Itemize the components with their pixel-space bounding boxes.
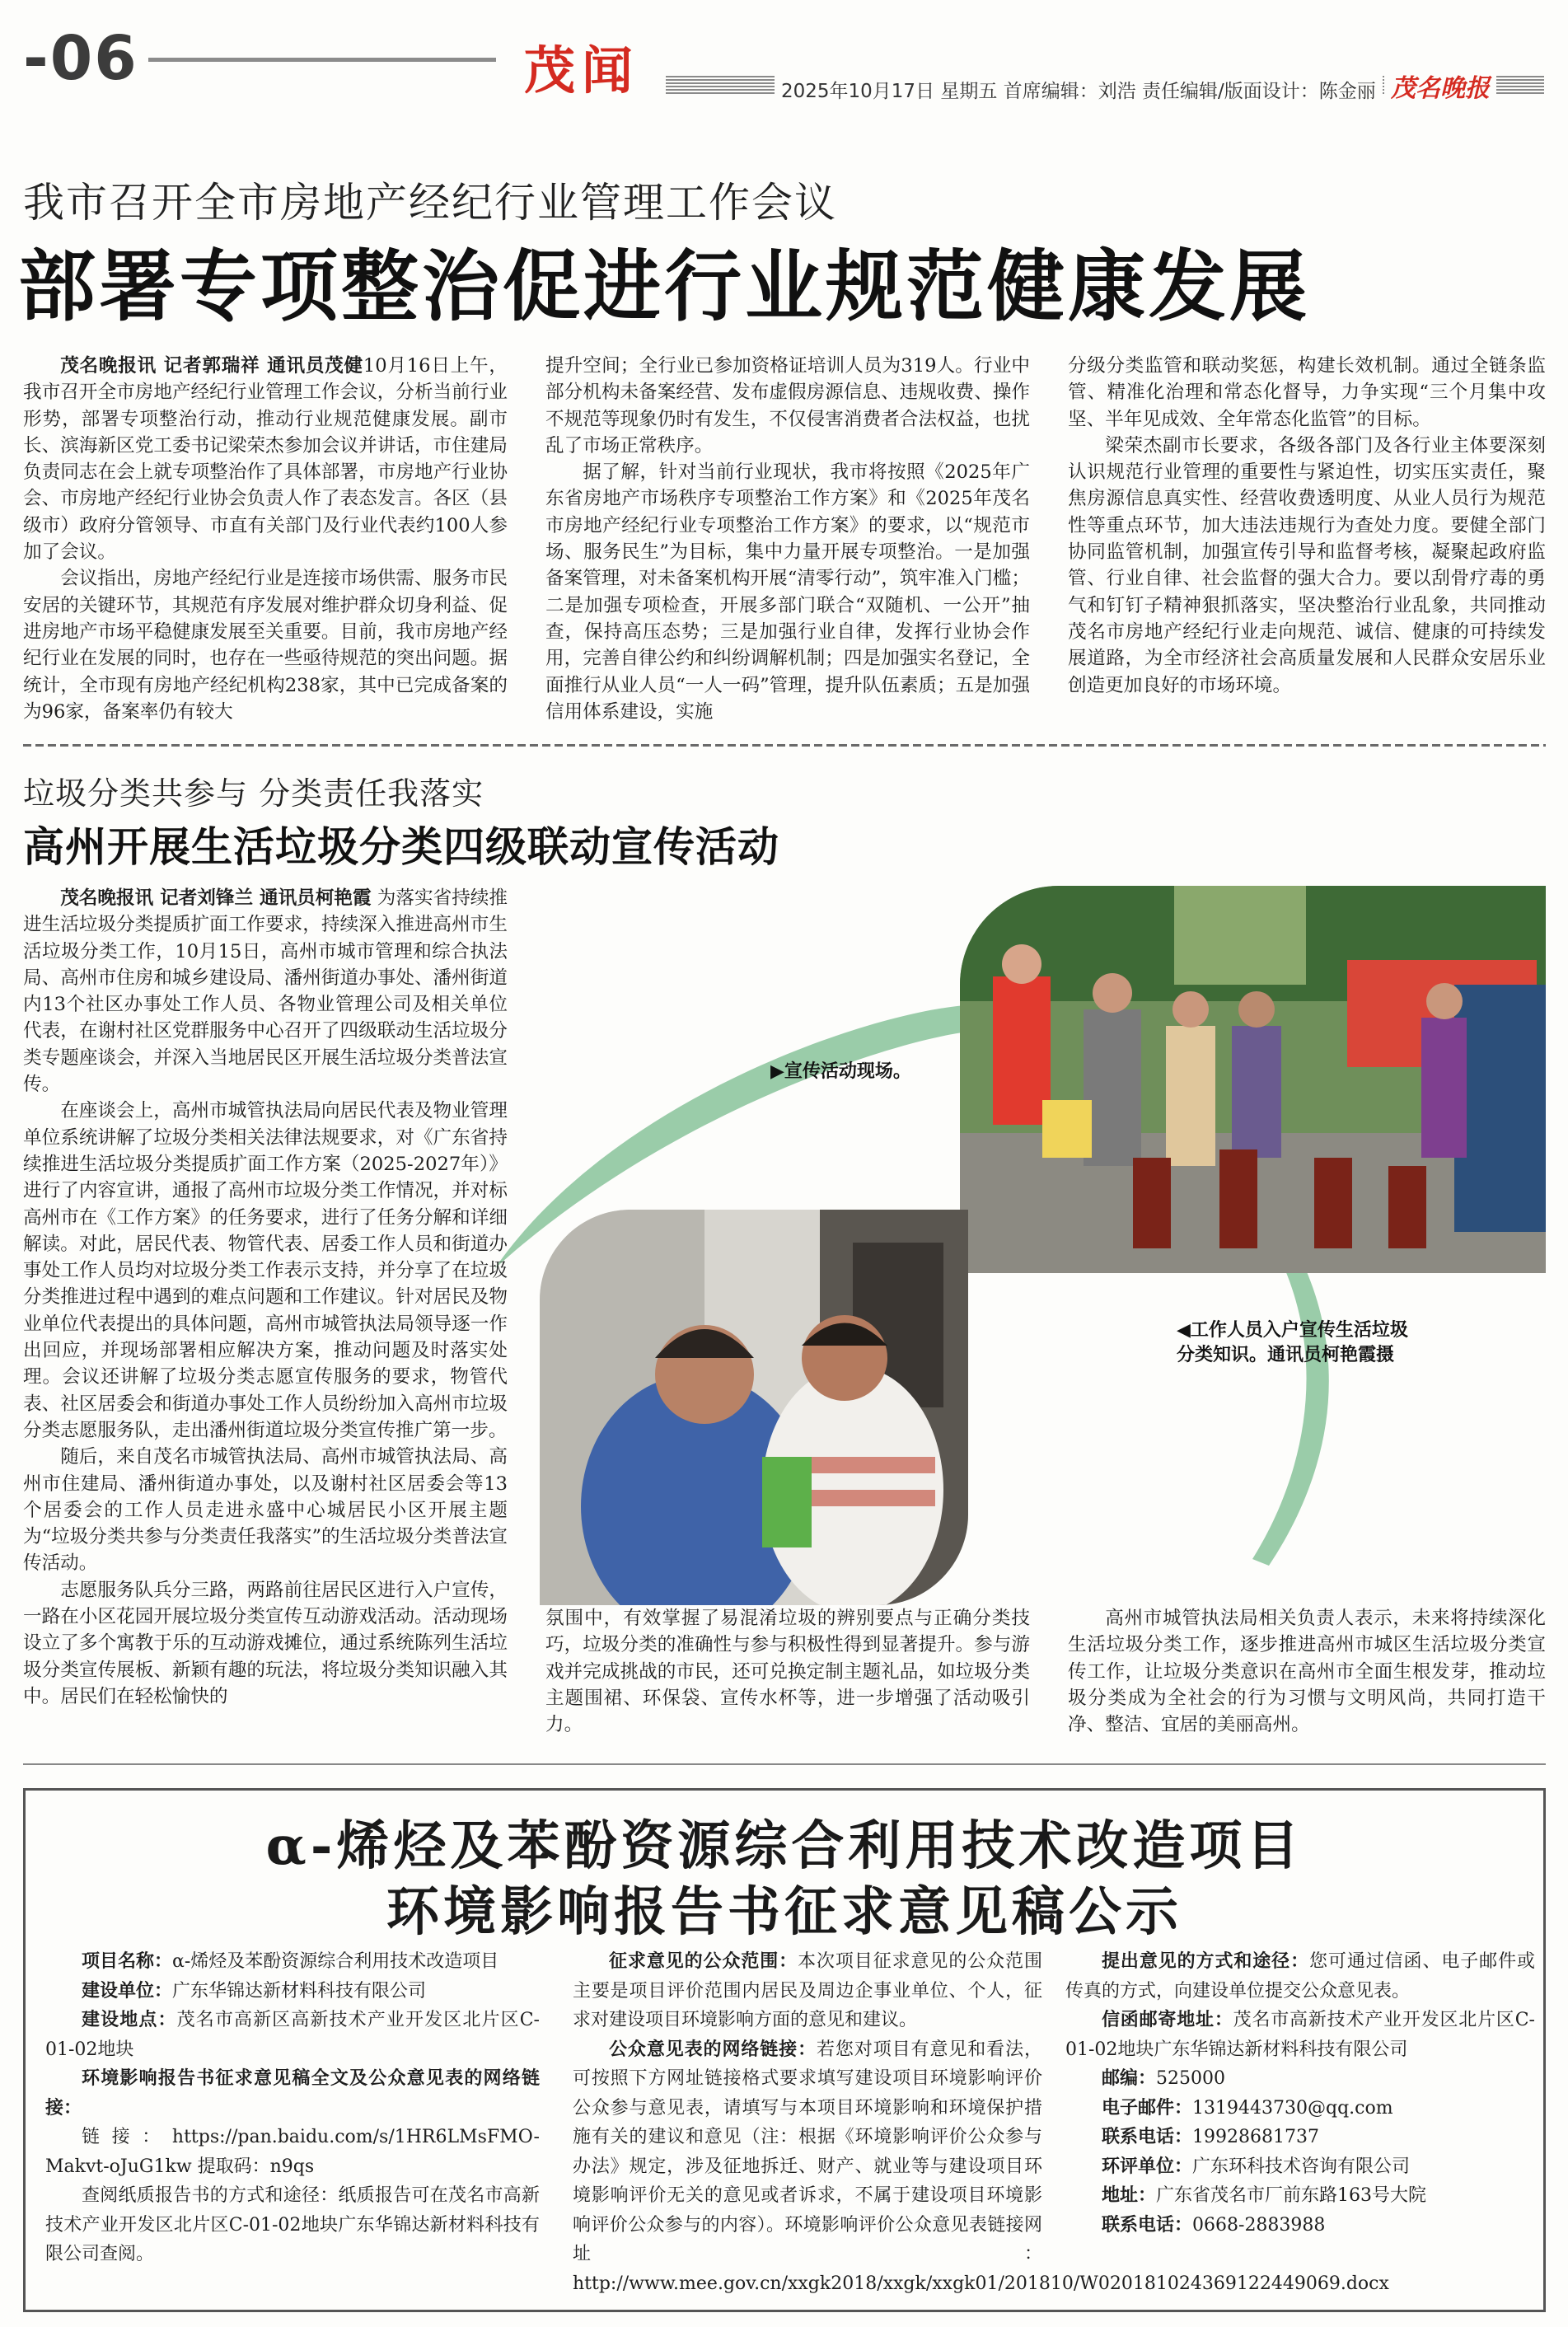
photo-caption-2: ◀工作人员入户宣传生活垃圾分类知识。通讯员柯艳霞摄 bbox=[1177, 1320, 1408, 1365]
notice-column-1 bbox=[45, 1947, 540, 2269]
door-to-door-photo-image bbox=[540, 1210, 968, 1605]
notice-item-text: 广东省茂名市厂前东路163号大院 bbox=[1156, 2185, 1427, 2206]
issue-meta: 2025年10月17日 星期五 首席编辑：刘浩 责任编辑/版面设计：陈金丽 bbox=[775, 76, 1383, 103]
notice-item bbox=[45, 2064, 540, 2123]
article2-column-1 bbox=[23, 885, 508, 1710]
notice-item-label: 环境影响报告书征求意见稿全文及公众意见表的网络链接： bbox=[45, 2068, 540, 2119]
article2-column-3 bbox=[1068, 1605, 1546, 1738]
notice-item-label: 联系电话： bbox=[1102, 2127, 1193, 2147]
notice-item-text: 查阅纸质报告书的方式和途径：纸质报告可在茂名市高新技术产业开发区北片区C-01-02地块广东华锦达新材料科技有限公司查阅。 bbox=[45, 2185, 540, 2264]
notice-item bbox=[1065, 2064, 1535, 2094]
notice-item-label: 联系电话： bbox=[1102, 2214, 1193, 2236]
article1-paragraph: 提升空间；全行业已参加资格证培训人员为319人。行业中部分机构未备案经营、发布虚假房源信息、违规收费、操作不规范等现象仍时有发生，不仅侵害消费者合法权益，也扰乱了市场正常秩序。 bbox=[545, 355, 1030, 457]
notice-item-text: 0668-2883988 bbox=[1192, 2214, 1326, 2236]
public-notice bbox=[23, 1788, 1546, 2312]
article2-paragraph: 氛围中，有效掌握了易混淆垃圾的辨别要点与正确分类技巧，垃圾分类的准确性与参与积极性得到显著提升。参与游戏并完成挑战的市民，还可兑换定制主题礼品，如垃圾分类主题围裙、环保袋、宣传水杯等，进一步增强了活动吸引力。 bbox=[545, 1608, 1030, 1736]
notice-item bbox=[1065, 2094, 1535, 2123]
article2-byline: 茂名晚报讯 记者刘锋兰 通讯员柯艳霞 bbox=[60, 887, 372, 909]
article2-paragraph: 随后，来自茂名市城管执法局、高州市城管执法局、高州市住建局、潘州街道办事处，以及谢村社区居委会等13个居委会的工作人员走进永盛中心城居民小区开展主题为“垃圾分类共参与分类责任我落实”的生活垃圾分类普法宣传活动。 bbox=[23, 1446, 508, 1575]
article2-paragraph: 高州市城管执法局相关负责人表示，未来将持续深化生活垃圾分类工作，逐步推进高州市城区生活垃圾分类宣传工作，让垃圾分类意识在高州市全面生根发芽，推动垃圾分类成为全社会的行为习惯与文明风尚，共同打造干净、整洁、宜居的美丽高州。 bbox=[1068, 1608, 1546, 1736]
article1-column-3 bbox=[1068, 353, 1546, 699]
event-photo bbox=[960, 886, 1546, 1273]
section-name: 茂闻 bbox=[524, 40, 640, 101]
notice-item-label: 提出意见的方式和途径： bbox=[1102, 1951, 1309, 1972]
notice-item bbox=[1065, 2211, 1535, 2240]
notice-item bbox=[1065, 2123, 1535, 2152]
notice-item-text: 1319443730@qq.com bbox=[1192, 2097, 1393, 2119]
notice-title-line-2: 环境影响报告书征求意见稿公示 bbox=[386, 1881, 1182, 1943]
photo-caption-1: ▶宣传活动现场。 bbox=[770, 1061, 911, 1082]
notice-column-3 bbox=[1065, 1947, 1535, 2240]
notice-item-text: 链接：https://pan.baidu.com/s/1HR6LMsFMO-Makvt-oJuG1kw 提取码：n9qs bbox=[45, 2127, 540, 2177]
article1-paragraph: 据了解，针对当前行业现状，我市将按照《2025年广东省房地产市场秩序专项整治工作方案》和《2025年茂名市房地产经纪行业专项整治工作方案》的要求，以“规范市场、服务民生”为目标，集中力量开展专项整治。一是加强备案管理，对未备案机构开展“清零行动”，筑牢准入门槛；二是加强专项检查，开展多部门联合“双随机、一公开”抽查，保持高压态势；三是加强行业自律，发挥行业协会作用，完善自律公约和纠纷调解机制；四是加强实名登记，全面推行从业人员“一人一码”管理，提升队伍素质；五是加强信用体系建设，实施 bbox=[545, 461, 1030, 723]
notice-item-text: 若您对项目有意见和看法，可按照下方网址链接格式要求填写建设项目环境影响评价公众参与意见表，请填写与本项目环境影响和环境保护措施有关的建议和意见（注：根据《环境影响评价公众参与办法》规定，涉及征地拆迁、财产、就业等与建设项目环境影响评价无关的意见或者诉求，不属于建设项目环境影响评价公众参与的内容）。环境影响评价公众意见表链接网址：http://www.mee.gov.cn/xxgk2018/xxgk/xxgk01/201810/W020181024369122449069.docx bbox=[573, 2039, 1389, 2294]
article2-paragraph: 志愿服务队兵分三路，两路前往居民区进行入户宣传，一路在小区花园开展垃圾分类宣传互动游戏活动。活动现场设立了多个寓教于乐的互动游戏摊位，通过系统陈列生活垃圾分类宣传展板、新颖有趣的玩法，将垃圾分类知识融入其中。居民们在轻松愉快的 bbox=[23, 1579, 508, 1707]
notice-item-label: 公众意见表的网络链接： bbox=[609, 2039, 817, 2060]
article1-byline: 茂名晚报讯 记者郭瑞祥 通讯员茂健 bbox=[60, 355, 363, 377]
notice-item-text: 茂名市高新区高新技术产业开发区北片区C-01-02地块 bbox=[45, 2010, 540, 2060]
notice-item bbox=[45, 2123, 540, 2181]
notice-item-text: 广东华锦达新材料科技有限公司 bbox=[172, 1980, 427, 2002]
brand-logo: 茂名晚报 bbox=[1384, 68, 1496, 104]
article1-column-1 bbox=[23, 353, 508, 725]
article1-subtitle: 我市召开全市房地产经纪行业管理工作会议 bbox=[23, 179, 837, 227]
article1-paragraph: 梁荣杰副市长要求，各级各部门及各行业主体要深刻认识规范行业管理的重要性与紧迫性，切实压实责任，聚焦房源信息真实性、经营收费透明度、从业人员行为规范性等重点环节，加大违法违规行为查处力度。要健全部门协同监管机制，加强宣传引导和监督考核，凝聚起政府监管、行业自律、社会监督的强大合力。要以刮骨疗毒的勇气和钉钉子精神狠抓落实，坚决整治行业乱象，共同推动茂名市房地产经纪行业走向规范、诚信、健康的可持续发展道路，为全市经济社会高质量发展和人民群众安居乐业创造更加良好的市场环境。 bbox=[1068, 434, 1546, 696]
notice-item-text: 您可通过信函、电子邮件或传真的方式，向建设单位提交公众意见表。 bbox=[1065, 1951, 1535, 2002]
notice-item bbox=[573, 1947, 1042, 2035]
section-divider bbox=[23, 1763, 1546, 1765]
notice-item bbox=[45, 1947, 540, 1977]
article1-title: 部署专项整治促进行业规范健康发展 bbox=[18, 242, 1311, 332]
article2-paragraph: 为落实省持续推进生活垃圾分类提质扩面工作要求，持续深入推进高州市生活垃圾分类工作，10月15日，高州市城市管理和综合执法局、高州市住房和城乡建设局、潘州街道办事处、潘州街道内13个社区办事处工作人员、各物业管理公司及相关单位代表，在谢村社区党群服务中心召开了四级联动生活垃圾分类专题座谈会，并深入当地居民区开展生活垃圾分类普法宣传。 bbox=[23, 887, 508, 1096]
article2-paragraph: 在座谈会上，高州市城管执法局向居民代表及物业管理单位系统讲解了垃圾分类相关法律法规要求，对《广东省持续推进生活垃圾分类提质扩面工作方案（2025-2027年）》进行了内容宣讲，通报了高州市垃圾分类工作情况，并对标高州市在《工作方案》的任务要求，进行了任务分解和详细解读。对此，居民代表、物管代表、居委工作人员和街道办事处工作人员均对垃圾分类工作表示支持，并分享了在垃圾分类推进过程中遇到的难点问题和工作建议。针对居民及物业单位代表提出的具体问题，高州市城管执法局领导逐一作出回应，并现场部署相应解决方案，推动问题及时落实处理。会议还讲解了垃圾分类志愿宣传服务的要求，物管代表、社区居委会和街道办事处工作人员纷纷加入高州市垃圾分类志愿服务队，走出潘州街道垃圾分类宣传推广第一步。 bbox=[23, 1100, 508, 1441]
page-number: -06 bbox=[23, 23, 138, 94]
notice-item bbox=[45, 1977, 540, 2006]
notice-item-text: 19928681737 bbox=[1192, 2127, 1319, 2147]
notice-item-label: 项目名称： bbox=[82, 1951, 173, 1972]
article1-paragraph: 分级分类监管和联动奖惩，构建长效机制。通过全链条监管、精准化治理和常态化督导，力争实现“三个月集中攻坚、半年见成效、全年常态化监管”的目标。 bbox=[1068, 355, 1546, 430]
notice-item-label: 地址： bbox=[1102, 2185, 1157, 2206]
door-to-door-photo bbox=[540, 1210, 968, 1605]
notice-item-label: 建设单位： bbox=[82, 1980, 173, 2002]
notice-item-text: 茂名市高新技术产业开发区北片区C-01-02地块广东华锦达新材料科技有限公司 bbox=[1065, 2010, 1535, 2060]
notice-item bbox=[1065, 1947, 1535, 2006]
notice-item-text: 525000 bbox=[1156, 2068, 1225, 2089]
article1-paragraph: 10月16日上午，我市召开全市房地产经纪行业管理工作会议，分析当前行业形势，部署专项整治行动，推动行业规范健康发展。副市长、滨海新区党工委书记梁荣杰参加会议并讲话，市住建局负责同志在会上就专项整治作了具体部署，市房地产行业协会、市房地产经纪行业协会负责人作了表态发言。各区（县级市）政府分管领导、市直有关部门及行业代表约100人参加了会议。 bbox=[23, 355, 508, 564]
notice-item-label: 征求意见的公众范围： bbox=[609, 1951, 798, 1972]
notice-item bbox=[45, 2006, 540, 2064]
article2-title: 高州开展生活垃圾分类四级联动宣传活动 bbox=[23, 823, 779, 871]
notice-item-label: 邮编： bbox=[1102, 2068, 1157, 2089]
notice-item-text: 广东环科技术咨询有限公司 bbox=[1192, 2156, 1411, 2177]
notice-item-label: 电子邮件： bbox=[1102, 2097, 1193, 2119]
section-divider bbox=[23, 744, 1546, 747]
header-rule bbox=[148, 58, 496, 62]
notice-title-line-1: α-烯烃及苯酚资源综合利用技术改造项目 bbox=[265, 1815, 1304, 1877]
notice-item-label: 建设地点： bbox=[82, 2010, 177, 2030]
article2-subtitle: 垃圾分类共参与 分类责任我落实 bbox=[23, 775, 484, 812]
notice-item bbox=[45, 2181, 540, 2269]
article2-column-2 bbox=[545, 1605, 1030, 1738]
notice-item-label: 环评单位： bbox=[1102, 2156, 1193, 2177]
notice-item bbox=[1065, 2006, 1535, 2064]
notice-item-label: 信函邮寄地址： bbox=[1102, 2010, 1233, 2030]
article1-column-2 bbox=[545, 353, 1030, 725]
article1-paragraph: 会议指出，房地产经纪行业是连接市场供需、服务市民安居的关键环节，其规范有序发展对维护群众切身利益、促进房地产市场平稳健康发展至关重要。目前，我市房地产经纪行业在发展的同时，也存在一些亟待规范的突出问题。据统计，全市现有房地产经纪机构238家，其中已完成备案的为96家，备案率仍有较大 bbox=[23, 568, 508, 723]
notice-item bbox=[1065, 2181, 1535, 2211]
notice-item-text: 本次项目征求意见的公众范围主要是项目评价范围内居民及周边企事业单位、个人，征求对建设项目环境影响方面的意见和建议。 bbox=[573, 1951, 1042, 2030]
notice-item-text: α-烯烃及苯酚资源综合利用技术改造项目 bbox=[172, 1951, 499, 1972]
event-photo-image bbox=[960, 886, 1546, 1273]
notice-item bbox=[1065, 2152, 1535, 2182]
